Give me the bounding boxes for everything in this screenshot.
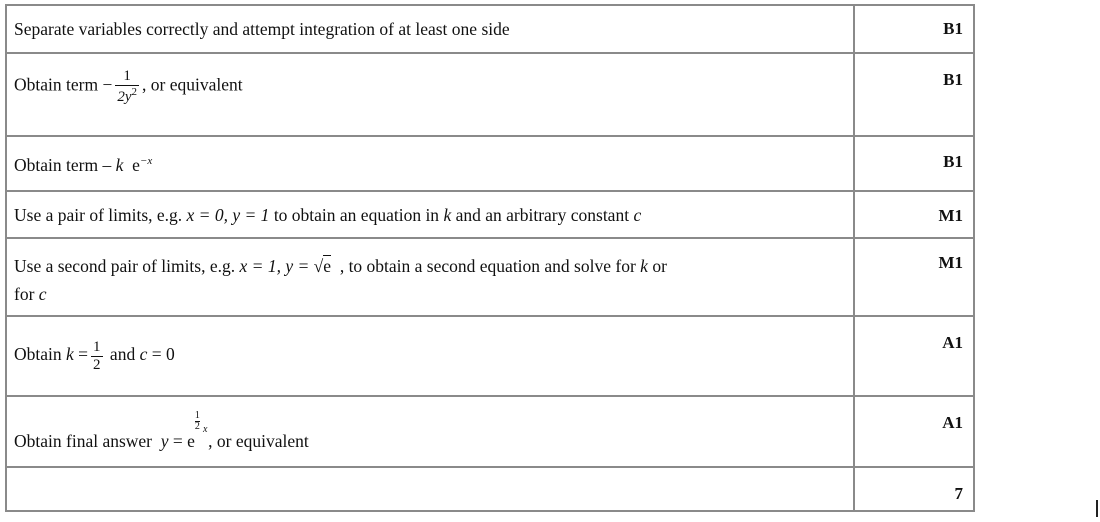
var-k: k (115, 155, 124, 175)
table-row (7, 315, 973, 395)
row-mark: A1 (942, 413, 963, 432)
equals: = (78, 344, 89, 365)
sqrt: √e (313, 256, 332, 276)
den-exponent: 2 (131, 85, 137, 98)
row-description (14, 68, 243, 105)
desc-suffix: , or equivalent (142, 74, 243, 95)
row-mark: M1 (938, 206, 963, 225)
desc-text: Obtain term (14, 74, 99, 95)
table-row (7, 52, 973, 135)
minus-sign: − (102, 74, 113, 95)
fraction (91, 339, 103, 373)
denominator (115, 86, 139, 106)
desc-text: Obtain term – (14, 155, 112, 175)
desc-text: Use a pair of limits, e.g. (14, 205, 183, 225)
exp-x: x (202, 424, 208, 435)
limits-math: x = 0, y = 1 (186, 205, 270, 225)
desc-text: Obtain final answer (14, 431, 153, 451)
equals-e: = e (172, 431, 195, 451)
sqrt-arg: e (323, 256, 332, 276)
desc-text: and (109, 344, 136, 365)
row-mark: A1 (942, 333, 963, 352)
exp-num: 1 (194, 410, 200, 421)
table-row-total (7, 466, 973, 512)
var-k: k (640, 256, 648, 276)
total-mark: 7 (954, 484, 963, 503)
table-row (7, 237, 973, 315)
row-description (14, 205, 641, 226)
equals-zero: = 0 (151, 344, 175, 365)
numerator: 1 (115, 68, 139, 86)
e-symbol: e (132, 155, 140, 175)
desc-text: or (652, 256, 667, 276)
exponent: −x (139, 155, 153, 168)
var-c: c (139, 344, 148, 365)
row-description (14, 256, 667, 277)
mark-scheme-table (5, 4, 975, 512)
exponential (172, 410, 208, 451)
var-k: k (66, 344, 74, 365)
desc-text: and an arbitrary constant (455, 205, 630, 225)
desc-text: Use a second pair of limits, e.g. (14, 256, 236, 276)
row-description-line2 (14, 284, 47, 305)
row-mark: M1 (938, 253, 963, 272)
row-description (14, 339, 175, 373)
var-y: y (160, 431, 169, 451)
row-description: Separate variables correctly and attempt integration of at least one side (14, 19, 510, 39)
desc-text: to obtain an equation in (273, 205, 440, 225)
text-cursor (1096, 500, 1098, 517)
desc-suffix: , or equivalent (208, 431, 309, 451)
limits-math: x = 1, y = (239, 256, 310, 276)
fraction (115, 68, 139, 105)
row-description (14, 410, 309, 452)
table-row (7, 190, 973, 237)
table-row (7, 135, 973, 190)
row-description (14, 155, 152, 176)
var-k: k (443, 205, 452, 225)
desc-text: for (14, 284, 35, 304)
den-text: 2y (117, 88, 132, 105)
desc-text: Obtain (14, 344, 62, 365)
var-c: c (633, 205, 642, 225)
row-mark: B1 (943, 19, 963, 38)
desc-text: , to obtain a second equation and solve for (339, 256, 636, 276)
table-row (7, 395, 973, 466)
row-mark: B1 (943, 152, 963, 171)
numerator: 1 (93, 339, 101, 355)
var-c: c (38, 284, 47, 304)
row-mark: B1 (943, 70, 963, 89)
exponent (195, 411, 200, 432)
exp-den: 2 (194, 421, 200, 432)
denominator: 2 (93, 356, 101, 373)
table-row (7, 6, 973, 52)
